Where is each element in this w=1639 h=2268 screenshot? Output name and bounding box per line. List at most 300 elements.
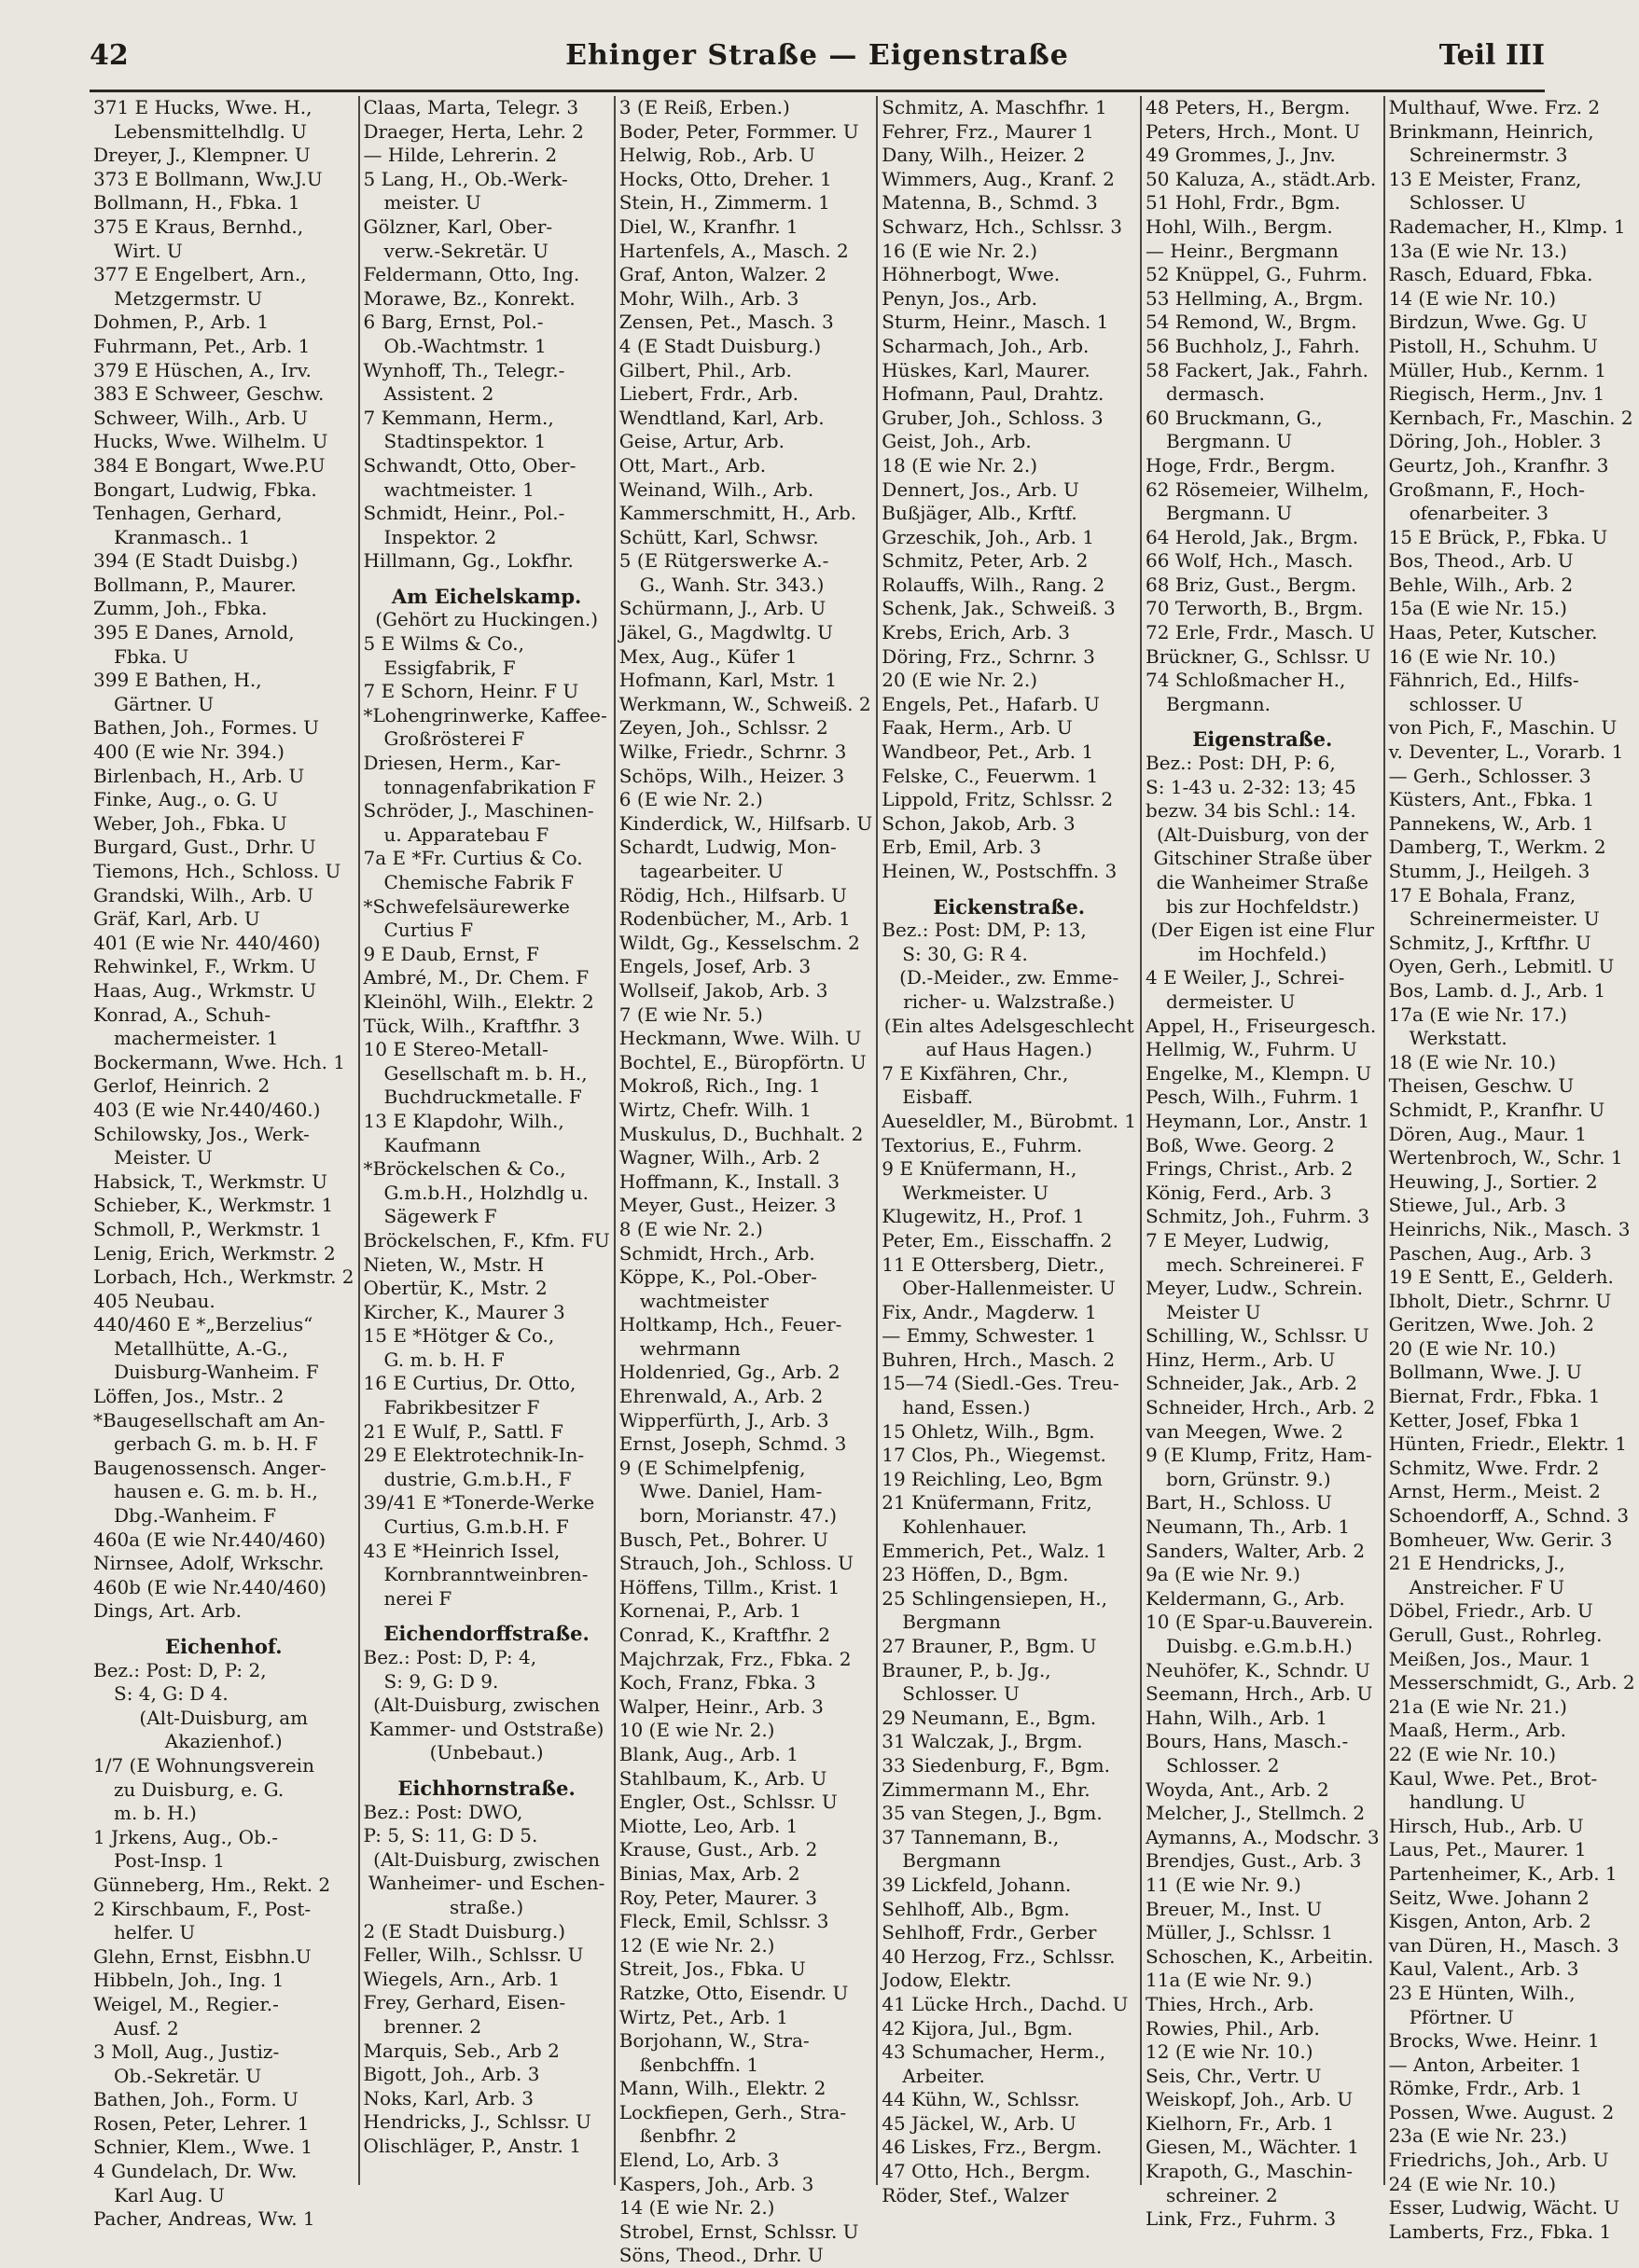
entry-line: 74 Schloßmacher H., [1146,669,1346,692]
entry-line: *Bröckelschen & Co., [363,1157,566,1181]
entry-line: 54 Remond, W., Brgm. [1146,311,1357,334]
entry-line: Schmidt, P., Kranfhr. U [1388,1098,1605,1121]
entry-line: *Schwefelsäurewerke [363,894,570,918]
entry-line: Günneberg, Hm., Rekt. 2 [93,1873,331,1896]
entry-line: Kaul, Wwe. Pet., Brot- [1388,1766,1598,1790]
entry-line: Wanheimer- und Eschen- [368,1872,605,1895]
entry-line: 11 (E wie Nr. 9.) [1146,1873,1301,1896]
entry-line: Schmoll, P., Werkmstr. 1 [93,1217,323,1240]
entry-line: Schoendorff, A., Schnd. 3 [1388,1504,1630,1528]
entry-line: Rowies, Phil., Arb. [1146,2016,1320,2040]
entry-line: dermeister. U [1166,989,1296,1013]
entry-line: Krapoth, G., Maschin- [1146,2160,1354,2183]
entry-line: — Gerh., Schlosser. 3 [1388,764,1591,787]
entry-line: 23a (E wie Nr. 23.) [1388,2124,1567,2148]
entry-line: wachtmeister [639,1289,769,1312]
entry-line: G., Wanh. Str. 343.) [639,573,825,596]
entry-line: Driesen, Herm., Kar- [363,752,562,775]
entry-line: Helwig, Rob., Arb. U [618,144,815,167]
entry-line: Riegisch, Herm., Jnv. 1 [1388,382,1605,406]
entry-line: Bigott, Joh., Arb. 3 [363,2063,540,2086]
entry-line: Wagner, Wilh., Arb. 2 [618,1146,821,1169]
entry-line: Nirnsee, Adolf, Wrkschr. [93,1552,325,1575]
entry-line: Jäkel, G., Magdwltg. U [618,621,834,644]
entry-line: Fbka. U [114,644,189,668]
entry-line: Meißen, Jos., Maur. 1 [1388,1647,1591,1670]
entry-line: Ambré, M., Dr. Chem. F [363,966,590,989]
entry-line: Kernbach, Fr., Maschin. 2 [1388,406,1633,429]
entry-line: Brocks, Wwe. Heinr. 1 [1388,2029,1600,2053]
column-1 [90,96,360,2231]
entry-line: Karl Aug. U [114,2183,225,2206]
columns [90,96,1635,2267]
entry-line: 5 E Wilms & Co., [363,632,525,656]
entry-line: Ausf. 2 [114,2016,179,2040]
entry-line: tonnagenfabrikation F [383,775,596,798]
entry-line: 9a (E wie Nr. 9.) [1146,1563,1300,1586]
column-3 [616,96,879,2267]
entry-line: (Alt-Duisburg, am [139,1706,309,1729]
entry-line: Thies, Hrch., Arb. [1146,1992,1314,2015]
entry-line: — Hilde, Lehrerin. 2 [363,144,558,167]
entry-line: Gerlof, Heinrich. 2 [93,1074,271,1098]
entry-line: Rödig, Hch., Hilfsarb. U [618,883,847,906]
entry-line: Sehlhoff, Alb., Bgm. [882,1897,1070,1920]
entry-line: Kaspers, Joh., Arb. 3 [618,2172,814,2195]
entry-line: 373 E Bollmann, Ww.J.U [93,167,323,190]
entry-line: Lamberts, Frz., Fbka. 1 [1388,2220,1612,2243]
entry-line: Strauch, Joh., Schloss. U [618,1552,854,1575]
entry-line: Curtius F [383,919,474,942]
entry-line: Essigfabrik, F [383,656,516,679]
entry-line: Brückner, G., Schlssr. U [1146,644,1371,668]
entry-line: Seis, Chr., Vertr. U [1146,2064,1322,2087]
entry-line: Bez.: Post: DM, P: 13, [882,919,1087,942]
entry-line: *Lohengrinwerke, Kaffee- [363,703,607,726]
entry-line: Ob.-Wachtmstr. 1 [383,334,547,357]
entry-line: Hocks, Otto, Dreher. 1 [618,167,832,190]
entry-line: Hucks, Wwe. Wilhelm. U [93,430,328,453]
entry-line: Sägewerk F [383,1205,497,1228]
entry-line: Schröder, J., Maschinen- [363,799,594,823]
entry-line: Bröckelschen, F., Kfm. FU [363,1228,610,1252]
entry-line: Bußjäger, Alb., Krftf. [882,502,1077,525]
entry-line: Röder, Stef., Walzer [882,2183,1069,2206]
entry-line: Holtkamp, Hch., Feuer- [618,1313,842,1336]
entry-line: Melcher, J., Stellmch. 2 [1146,1802,1366,1825]
entry-line: Neuhöfer, K., Schndr. U [1146,1658,1370,1681]
entry-line: Esser, Ludwig, Wächt. U [1388,2196,1620,2220]
entry-line: Geritzen, Wwe. Joh. 2 [1388,1313,1594,1336]
entry-line: Scharmach, Joh., Arb. [882,334,1090,357]
entry-line: Streit, Jos., Fbka. U [618,1957,806,1981]
entry-line: Stahlbaum, K., Arb. U [618,1766,827,1790]
entry-line: Schmitz, J., Krftfhr. U [1388,931,1591,954]
entry-line: Nieten, W., Mstr. H [363,1252,545,1276]
entry-line: Heckmann, Wwe. Wilh. U [618,1027,862,1050]
entry-line: Heymann, Lor., Anstr. 1 [1146,1109,1370,1132]
entry-line: 460b (E wie Nr.440/460) [93,1575,326,1598]
entry-line: Ketter, Josef, Fbka 1 [1388,1408,1581,1431]
entry-line: Schoschen, K., Arbeitin. [1146,1944,1374,1968]
entry-line: 8 (E wie Nr. 2.) [618,1217,763,1240]
entry-line: 16 E Curtius, Dr. Otto, [363,1372,576,1395]
entry-line: Fähnrich, Ed., Hilfs- [1388,669,1579,692]
street-heading: Eickenstraße. [933,894,1086,919]
entry-line: 15a (E wie Nr. 15.) [1388,597,1567,620]
entry-line: 12 (E wie Nr. 2.) [618,1933,775,1957]
entry-line: Kranmasch.. 1 [114,525,251,548]
entry-line: Mokroß, Rich., Ing. 1 [618,1074,821,1098]
entry-line: 25 Schlingensiepen, H., [882,1586,1107,1610]
entry-line: Engler, Ost., Schlssr. U [618,1791,838,1814]
entry-line: 405 Neubau. [93,1289,215,1312]
entry-line: 3 (E Reiß, Erben.) [618,96,790,118]
entry-line: Koch, Franz, Fbka. 3 [618,1671,816,1694]
entry-line: 383 E Schweer, Geschw. [93,382,325,406]
entry-line: Wilke, Friedr., Schrnr. 3 [618,740,847,764]
entry-line: Weinand, Wilh., Arb. [618,477,814,501]
entry-line: Schmitz, A. Maschfhr. 1 [882,96,1107,118]
entry-line: Akazienhof.) [164,1730,283,1753]
entry-line: Schmitz, Wwe. Frdr. 2 [1388,1456,1600,1479]
entry-line: Feller, Wilh., Schlssr. U [363,1943,584,1967]
entry-line: Metallhütte, A.-G., [114,1336,288,1360]
entry-line: Küsters, Ant., Fbka. 1 [1388,788,1595,811]
entry-line: 21 E Hendricks, J., [1388,1552,1565,1575]
entry-line: Zeyen, Joh., Schlssr. 2 [618,716,828,740]
entry-line: Bergmann. [1166,692,1271,715]
entry-line: 14 (E wie Nr. 10.) [1388,286,1557,310]
entry-line: Schweer, Wilh., Arb. U [93,406,308,429]
entry-line: Höhnerbogt, Wwe. [882,263,1061,286]
entry-line: 52 Knüppel, G., Fuhrm. [1146,263,1368,286]
entry-line: Link, Frz., Fuhrm. 3 [1146,2207,1337,2231]
entry-line: 22 (E wie Nr. 10.) [1388,1742,1557,1765]
entry-line: born, Morianstr. 47.) [639,1504,838,1528]
entry-line: 31 Walczak, J., Brgm. [882,1730,1083,1753]
entry-line: Morawe, Bz., Konrekt. [363,286,576,310]
entry-line: Schilling, W., Schlssr. U [1146,1324,1369,1348]
entry-line: Claas, Marta, Telegr. 3 [363,96,579,118]
entry-line: Sehlhoff, Frdr., Gerber [882,1921,1097,1944]
entry-line: 44 Kühn, W., Schlssr. [882,2088,1080,2111]
entry-line: Hirsch, Hub., Arb. U [1388,1814,1584,1837]
entry-line: Eisbaff. [902,1086,974,1109]
entry-line: 399 E Bathen, H., [93,669,262,692]
entry-line: Gruber, Joh., Schloss. 3 [882,406,1104,429]
entry-line: *Baugesellschaft am An- [93,1408,326,1431]
entry-line: 9 (E Schimelpfenig, [618,1456,806,1479]
entry-line: Lippold, Fritz, Schlssr. 2 [882,788,1114,811]
entry-line: 4 (E Stadt Duisburg.) [618,334,822,357]
entry-line: Felske, C., Feuerwm. 1 [882,764,1099,787]
entry-line: schlosser. U [1409,692,1523,715]
entry-line: dermasch. [1166,382,1265,406]
entry-line: Schneider, Hrch., Arb. 2 [1146,1396,1376,1419]
entry-line: Brendjes, Gust., Arb. 3 [1146,1849,1362,1873]
entry-line: Haas, Aug., Wrkmstr. U [93,978,317,1002]
entry-line: Penyn, Jos., Arb. [882,286,1038,310]
entry-line: Zimmermann M., Ehr. [882,1777,1090,1801]
entry-line: Inspektor. 2 [383,525,497,548]
entry-line: Bochtel, E., Büropförtn. U [618,1050,867,1073]
entry-line: Dennert, Jos., Arb. U [882,477,1079,501]
entry-line: 35 van Stegen, J., Bgm. [882,1802,1103,1825]
entry-line: Kleinöhl, Wilh., Elektr. 2 [363,989,594,1013]
entry-line: Höffens, Tillm., Krist. 1 [618,1575,840,1598]
entry-line: Bomheuer, Ww. Gerir. 3 [1388,1528,1613,1551]
entry-line: 47 Otto, Hch., Bergm. [882,2160,1091,2183]
entry-line: 4 Gundelach, Dr. Ww. [93,2160,298,2183]
entry-line: Weigel, M., Regier.- [93,1992,279,2015]
entry-line: Ernst, Joseph, Schmd. 3 [618,1432,847,1456]
entry-line: 37 Tannemann, B., [882,1825,1060,1848]
entry-line: 1/7 (E Wohnungsverein [93,1753,314,1777]
entry-line: Wandbeor, Pet., Arb. 1 [882,740,1094,764]
entry-line: Duisbg. e.G.m.b.H.) [1166,1635,1353,1657]
entry-line: ßenbfhr. 2 [639,2124,737,2148]
entry-line: Fix, Andr., Magderw. 1 [882,1300,1097,1323]
entry-line: Pförtner. U [1409,2005,1514,2028]
entry-line: Dany, Wilh., Heizer. 2 [882,144,1086,167]
entry-line: im Hochfeld.) [1198,942,1327,965]
entry-line: 43 E *Heinrich Issel, [363,1539,561,1562]
page-number: 42 [90,39,129,72]
entry-line: Schilowsky, Jos., Werk- [93,1122,310,1145]
entry-line: Rademacher, H., Klmp. 1 [1388,214,1626,238]
entry-line: Pacher, Andreas, Ww. 1 [93,2207,315,2231]
entry-line: Dbg.-Wanheim. F [114,1504,276,1528]
entry-line: Schöps, Wilh., Heizer. 3 [618,764,845,787]
entry-line: (Der Eigen ist eine Flur [1150,919,1375,942]
entry-line: Assistent. 2 [383,382,494,406]
entry-line: Schmidt, Heinr., Pol.- [363,502,565,525]
entry-line: 7 E Schorn, Heinr. F U [363,680,579,703]
entry-line: Schreinermstr. 3 [1409,144,1568,167]
entry-line: 33 Siedenburg, F., Bgm. [882,1753,1110,1777]
entry-line: 16 (E wie Nr. 10.) [1388,644,1557,668]
entry-line: Neumann, Th., Arb. 1 [1146,1515,1351,1539]
entry-line: Seemann, Hrch., Arb. U [1146,1682,1373,1706]
entry-line: Birlenbach, H., Arb. U [93,764,305,787]
entry-line: 395 E Danes, Arnold, [93,621,295,644]
entry-line: gerbach G. m. b. H. F [114,1432,318,1456]
entry-line: Frey, Gerhard, Eisen- [363,1991,566,2014]
entry-line: Schon, Jakob, Arb. 3 [882,811,1076,835]
entry-line: 56 Buchholz, J., Fahrh. [1146,334,1360,357]
entry-line: Bart, H., Schloss. U [1146,1491,1332,1514]
entry-line: auf Haus Hagen.) [925,1038,1092,1061]
entry-line: (Ein altes Adelsgeschlecht [883,1014,1134,1037]
entry-line: Metzgermstr. U [114,286,263,310]
entry-line: Stadtinspektor. 1 [383,430,547,453]
entry-line: Tenhagen, Gerhard, [93,502,283,525]
entry-line: 51 Hohl, Frdr., Bgm. [1146,191,1340,214]
entry-line: Biernat, Frdr., Fbka. 1 [1388,1385,1601,1408]
entry-line: Haas, Peter, Kutscher. [1388,621,1598,644]
entry-line: Hibbeln, Joh., Ing. 1 [93,1969,285,1992]
entry-line: 20 (E wie Nr. 10.) [1388,1336,1557,1360]
entry-line: 17 Clos, Ph., Wiegemst. [882,1444,1106,1467]
entry-line: Fleck, Emil, Schlssr. 3 [618,1910,829,1933]
entry-line: — Anton, Arbeiter. 1 [1388,2053,1582,2076]
entry-line: Buhren, Hrch., Masch. 2 [882,1348,1116,1371]
entry-line: 39/41 E *Tonerde-Werke [363,1491,595,1514]
entry-line: 46 Liskes, Frz., Bergm. [882,2136,1103,2159]
entry-line: Engels, Pet., Hafarb. U [882,692,1100,715]
entry-line: 7 (E wie Nr. 5.) [618,1003,763,1026]
entry-line: 7 E Meyer, Ludwig, [1146,1228,1330,1252]
entry-line: Bollmann, H., Fbka. 1 [93,191,300,214]
entry-line: Sturm, Heinr., Masch. 1 [882,311,1109,334]
entry-line: born, Grünstr. 9.) [1166,1467,1331,1490]
entry-line: mech. Schreinerei. F [1166,1252,1365,1276]
entry-line: Blank, Aug., Arb. 1 [618,1742,799,1765]
entry-line: Ober-Hallenmeister. U [902,1277,1116,1300]
entry-line: 7 E Kixfähren, Chr., [882,1061,1069,1085]
entry-line: Wollseif, Jakob, Arb. 3 [618,978,828,1002]
street-heading: Eichendorffstraße. [383,1622,590,1646]
entry-line: Heinrichs, Nik., Masch. 3 [1388,1217,1631,1240]
entry-line: machermeister. 1 [114,1027,279,1050]
entry-line: handlung. U [1409,1791,1526,1814]
entry-line: Bockermann, Wwe. Hch. 1 [93,1050,346,1073]
entry-line: Müller, J., Schlssr. 1 [1146,1921,1334,1944]
entry-line: Engels, Josef, Arb. 3 [618,955,812,978]
entry-line: 15—74 (Siedl.-Ges. Treu- [882,1372,1119,1395]
entry-line: Döring, Joh., Hobler. 3 [1388,430,1602,453]
entry-line: Multhauf, Wwe. Frz. 2 [1388,96,1601,118]
entry-line: Hartenfels, A., Masch. 2 [618,239,849,262]
entry-line: Bours, Hans, Masch.- [1146,1730,1349,1753]
entry-line: Wipperfürth, J., Arb. 3 [618,1408,829,1431]
entry-line: Wendtland, Karl, Arb. [618,406,825,429]
entry-line: Brinkmann, Heinrich, [1388,119,1594,143]
entry-line: (Alt-Duisburg, zwischen [373,1847,601,1871]
entry-line: Mex, Aug., Küfer 1 [618,644,798,668]
entry-line: Emmerich, Pet., Walz. 1 [882,1539,1108,1562]
street-heading: Eichhornstraße. [397,1776,576,1800]
entry-line: 9 E Daub, Ernst, F [363,942,539,965]
entry-line: m. b. H.) [114,1802,197,1825]
entry-line: schreiner. 2 [1166,2183,1278,2206]
entry-line: 23 Höffen, D., Bgm. [882,1563,1069,1586]
entry-line: 41 Lücke Hrch., Dachd. U [882,1992,1129,2015]
entry-line: 4 E Weiler, J., Schrei- [1146,966,1345,989]
entry-line: Binias, Max, Arb. 2 [618,1861,800,1885]
entry-line: Conrad, K., Kraftfhr. 2 [618,1624,830,1646]
entry-line: Engelke, M., Klempn. U [1146,1061,1372,1085]
entry-line: Geurtz, Joh., Kranfhr. 3 [1388,453,1609,477]
entry-line: Gärtner. U [114,692,215,715]
entry-line: 49 Grommes, J., Jnv. [1146,144,1336,167]
entry-line: Boß, Wwe. Georg. 2 [1146,1133,1335,1156]
entry-line: Pannekens, W., Arb. 1 [1388,811,1594,835]
entry-line: Werkstatt. [1409,1027,1507,1050]
entry-line: Erb, Emil, Arb. 3 [882,836,1042,859]
entry-line: 21 Knüfermann, Fritz, [882,1491,1092,1514]
entry-line: Wildt, Gg., Kesselschm. 2 [618,931,860,954]
entry-line: — Emmy, Schwester. 1 [882,1324,1097,1348]
entry-line: Bergmann. U [1166,502,1293,525]
entry-line: G.m.b.H., Holzhdlg u. [383,1181,590,1204]
entry-line: Bollmann, Wwe. J. U [1388,1361,1582,1384]
entry-line: van Meegen, Wwe. 2 [1146,1419,1343,1443]
entry-line: Brauner, P., b. Jg., [882,1658,1051,1681]
entry-line: 17 E Bohala, Franz, [1388,883,1576,906]
entry-line: Bez.: Post: D, P: 2, [93,1658,267,1681]
entry-line: Rosen, Peter, Lehrer. 1 [93,2111,310,2135]
entry-line: wachtmeister. 1 [383,477,535,501]
entry-line: Bez.: Post: DH, P: 6, [1146,752,1336,775]
entry-line: Rolauffs, Wilh., Rang. 2 [882,573,1105,596]
entry-line: 10 E Stereo-Metall- [363,1038,549,1061]
entry-line: 70 Terworth, B., Brgm. [1146,597,1364,620]
entry-line: (D.-Meider., zw. Emme- [899,966,1119,989]
entry-line: Wirtz, Pet., Arb. 1 [618,2005,788,2028]
entry-line: Boder, Peter, Formmer. U [618,119,859,143]
entry-line: Draeger, Herta, Lehr. 2 [363,119,584,143]
entry-line: Aueseldler, M., Bürobmt. 1 [882,1109,1137,1132]
entry-line: 375 E Kraus, Bernhd., [93,214,304,238]
entry-line: (Unbebaut.) [429,1741,544,1764]
entry-line: Glehn, Ernst, Eisbhn.U [93,1944,312,1968]
entry-line: Giesen, M., Wächter. 1 [1146,2136,1359,2159]
entry-line: 384 E Bongart, Wwe.P.U [93,453,326,477]
entry-line: helfer. U [114,1921,196,1944]
entry-line: — Heinr., Bergmann [1146,239,1339,262]
entry-line: (Gehört zu Huckingen.) [375,608,599,631]
entry-line: Schlosser. U [1409,191,1527,214]
entry-line: Wiegels, Arn., Arb. 1 [363,1967,561,1990]
entry-line: Woyda, Ant., Arb. 2 [1146,1777,1329,1801]
entry-line: Wwe. Daniel, Ham- [639,1480,823,1503]
entry-line: 24 (E wie Nr. 10.) [1388,2172,1557,2195]
entry-line: Schwandt, Otto, Ober- [363,453,576,477]
entry-line: Tiemons, Hch., Schloss. U [93,860,341,882]
entry-line: 11a (E wie Nr. 9.) [1146,1969,1313,1992]
entry-line: Schardt, Ludwig, Mon- [618,836,837,859]
entry-line: Geise, Artur, Arb. [618,430,785,453]
entry-line: Miotte, Leo, Arb. 1 [618,1814,799,1837]
entry-line: Schlosser. U [902,1682,1020,1706]
entry-line: Feldermann, Otto, Ing. [363,263,580,286]
entry-line: Obertür, K., Mstr. 2 [363,1277,548,1300]
entry-line: Löffen, Jos., Mstr.. 2 [93,1385,285,1408]
entry-line: Damberg, T., Werkm. 2 [1388,836,1606,859]
entry-line: Werkmann, W., Schweiß. 2 [618,692,871,715]
entry-line: Pistoll, H., Schuhm. U [1388,334,1598,357]
entry-line: Bollmann, P., Maurer. [93,573,297,596]
column-4 [878,96,1142,2206]
entry-line: 72 Erle, Frdr., Masch. U [1146,621,1375,644]
entry-line: verw.-Sekretär. U [383,239,549,262]
entry-line: 2 (E Stadt Duisburg.) [363,1919,565,1943]
entry-line: dustrie, G.m.b.H., F [383,1467,572,1490]
entry-line: Zensen, Pet., Masch. 3 [618,311,834,334]
entry-line: Krebs, Erich, Arb. 3 [882,621,1070,644]
entry-line: Ehrenwald, A., Arb. 2 [618,1385,824,1408]
entry-line: Curtius, G.m.b.H. F [383,1515,569,1539]
entry-line: meister. U [383,191,481,214]
entry-line: 5 (E Rütgerswerke A.- [618,549,829,573]
entry-line: Hoffmann, K., Install. 3 [618,1169,840,1193]
entry-line: Bathen, Joh., Form. U [93,2088,299,2111]
entry-line: 19 E Sentt, E., Gelderh. [1388,1265,1614,1289]
entry-line: Gilbert, Phil., Arb. [618,358,792,381]
entry-line: Fehrer, Frz., Maurer 1 [882,119,1094,143]
